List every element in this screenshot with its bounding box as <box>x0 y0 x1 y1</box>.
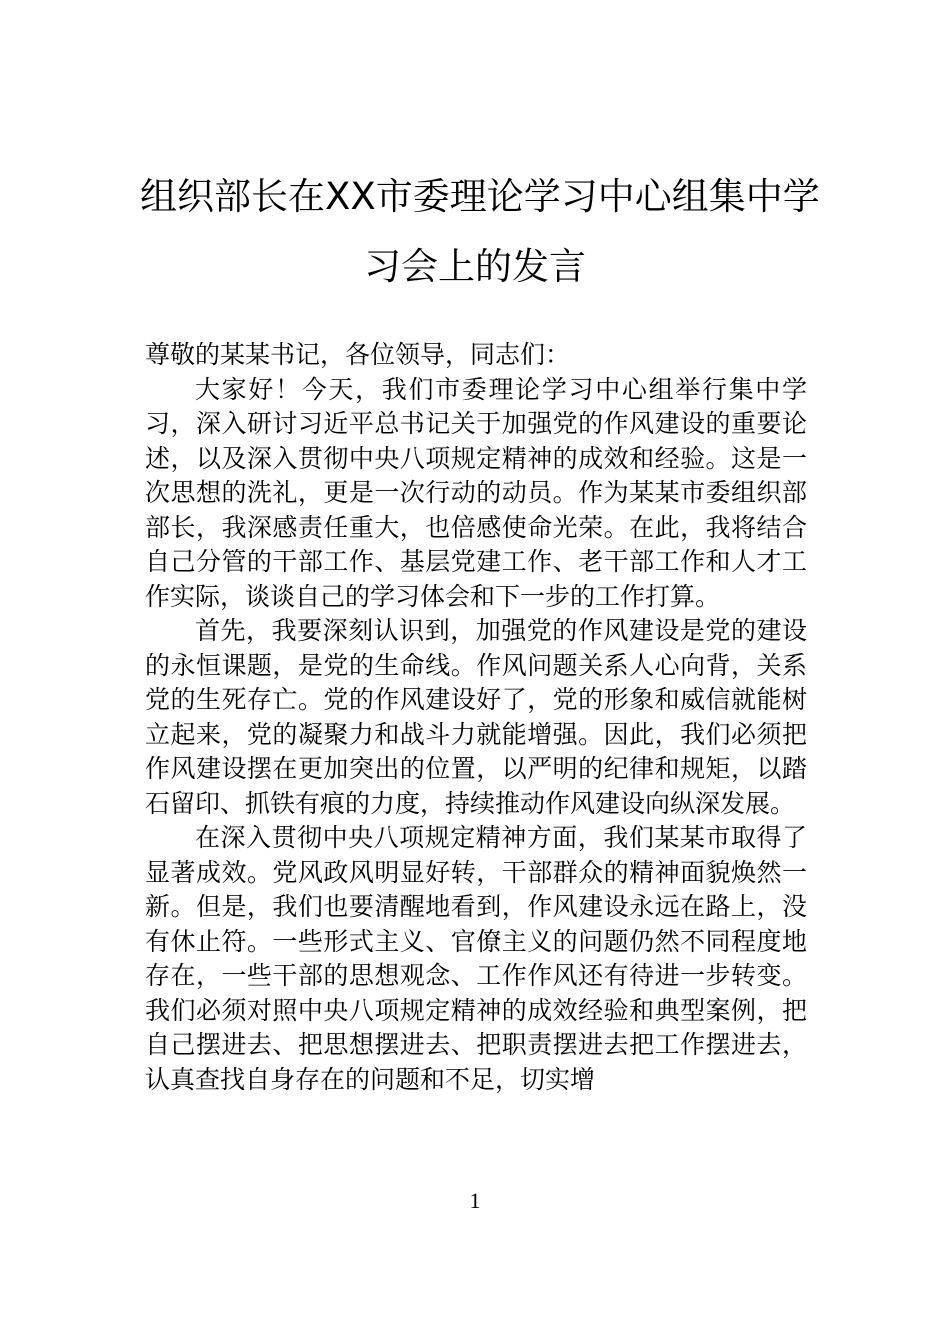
title-line-1: 组织部长在XX市委理论学习中心组集中学 <box>140 175 820 218</box>
page-number: 1 <box>469 1188 481 1213</box>
title-line-2: 习会上的发言 <box>364 245 586 288</box>
paragraph-1: 大家好！今天，我们市委理论学习中心组举行集中学习，深入研讨习近平总书记关于加强党的作风建设的重要论述，以及深入贯彻中央八项规定精神的成效和经验。这是一次思想的洗礼，更是一次行动的动员。作为某某市委组织部部长，我深感责任重大，也倍感使命光荣。在此，我将结合自己分管的干部工作、基层党建工作、老干部工作和人才工作实际，谈谈自己的学习体会和下一步的工作打算。 <box>145 374 807 611</box>
document-body <box>145 338 807 1097</box>
paragraph-3: 在深入贯彻中央八项规定精神方面，我们某某市取得了显著成效。党风政风明显好转，干部群众的精神面貌焕然一新。但是，我们也要清醒地看到，作风建设永远在路上，没有休止符。一些形式主义、官僚主义的问题仍然不同程度地存在，一些干部的思想观念、工作作风还有待进一步转变。我们必须对照中央八项规定精神的成效经验和典型案例，把自己摆进去、把思想摆进去、把职责摆进去把工作摆进去，认真查找自身存在的问题和不足，切实增 <box>145 823 807 1094</box>
document-title <box>140 162 820 302</box>
paragraph-2: 首先，我要深刻认识到，加强党的作风建设是党的建设的永恒课题，是党的生命线。作风问题关系人心向背，关系党的生死存亡。党的作风建设好了，党的形象和威信就能树立起来，党的凝聚力和战斗力就能增强。因此，我们必须把作风建设摆在更加突出的位置，以严明的纪律和规矩，以踏石留印、抓铁有痕的力度，持续推动作风建设向纵深发展。 <box>145 616 807 818</box>
salutation: 尊敬的某某书记，各位领导，同志们： <box>145 340 571 369</box>
